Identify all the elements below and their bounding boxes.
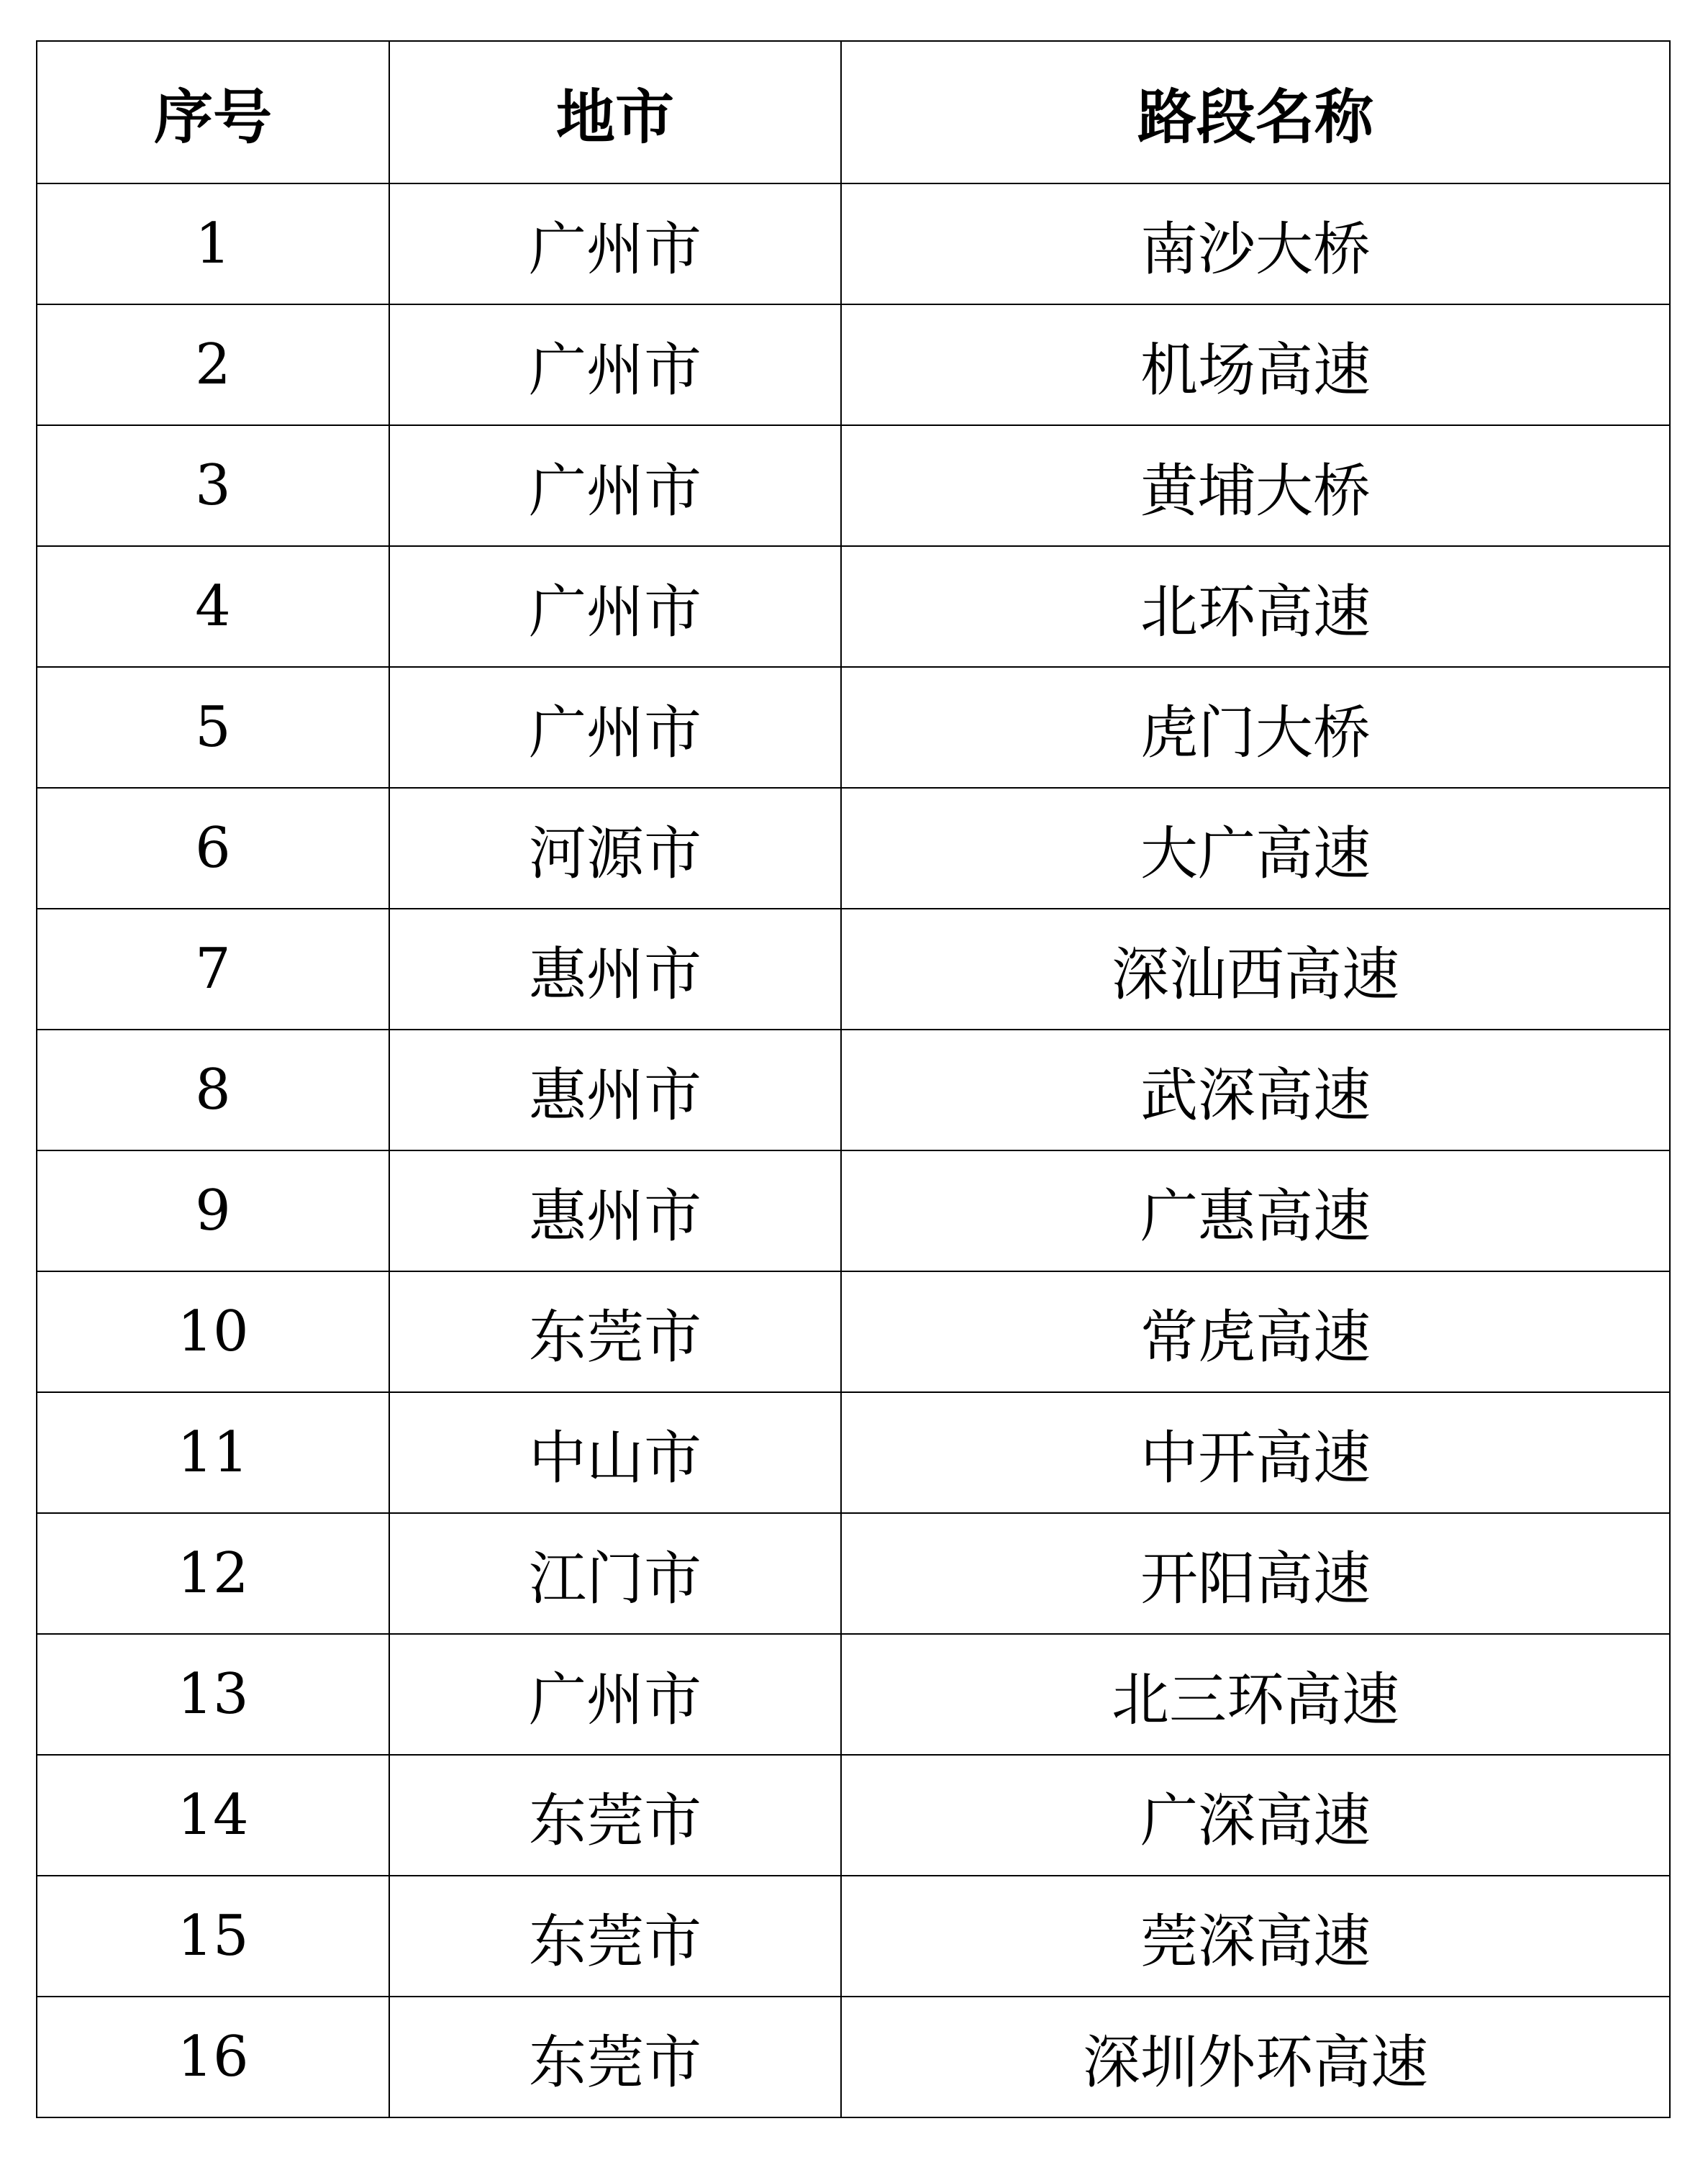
cell-road-name: 深汕西高速	[841, 909, 1670, 1030]
cell-index: 2	[37, 304, 389, 425]
cell-road-name: 开阳高速	[841, 1513, 1670, 1634]
cell-index: 7	[37, 909, 389, 1030]
cell-index: 12	[37, 1513, 389, 1634]
cell-city: 东莞市	[389, 1997, 841, 2117]
cell-road-name: 深圳外环高速	[841, 1997, 1670, 2117]
cell-city: 东莞市	[389, 1271, 841, 1392]
cell-index: 4	[37, 546, 389, 667]
cell-city: 惠州市	[389, 1150, 841, 1271]
cell-city: 江门市	[389, 1513, 841, 1634]
cell-city: 广州市	[389, 425, 841, 546]
table-body	[37, 183, 1670, 2117]
cell-city: 广州市	[389, 304, 841, 425]
cell-road-name: 黄埔大桥	[841, 425, 1670, 546]
road-section-table	[36, 40, 1671, 2118]
cell-city: 东莞市	[389, 1755, 841, 1876]
table-row	[37, 1271, 1670, 1392]
table-row	[37, 304, 1670, 425]
cell-index: 15	[37, 1876, 389, 1997]
table-row	[37, 1755, 1670, 1876]
cell-city: 广州市	[389, 183, 841, 304]
table-row	[37, 667, 1670, 788]
cell-index: 13	[37, 1634, 389, 1755]
cell-index: 1	[37, 183, 389, 304]
table-row	[37, 1030, 1670, 1150]
header-index: 序号	[37, 41, 389, 183]
cell-road-name: 广深高速	[841, 1755, 1670, 1876]
table-row	[37, 183, 1670, 304]
cell-road-name: 武深高速	[841, 1030, 1670, 1150]
cell-city: 广州市	[389, 667, 841, 788]
cell-index: 10	[37, 1271, 389, 1392]
cell-road-name: 北环高速	[841, 546, 1670, 667]
table-row	[37, 546, 1670, 667]
cell-city: 广州市	[389, 546, 841, 667]
cell-index: 14	[37, 1755, 389, 1876]
table-row	[37, 1392, 1670, 1513]
table-row	[37, 909, 1670, 1030]
cell-road-name: 广惠高速	[841, 1150, 1670, 1271]
cell-city: 广州市	[389, 1634, 841, 1755]
cell-city: 东莞市	[389, 1876, 841, 1997]
cell-index: 16	[37, 1997, 389, 2117]
cell-index: 3	[37, 425, 389, 546]
cell-city: 河源市	[389, 788, 841, 909]
cell-road-name: 北三环高速	[841, 1634, 1670, 1755]
cell-index: 11	[37, 1392, 389, 1513]
cell-index: 5	[37, 667, 389, 788]
cell-road-name: 大广高速	[841, 788, 1670, 909]
header-road-name: 路段名称	[841, 41, 1670, 183]
cell-road-name: 常虎高速	[841, 1271, 1670, 1392]
cell-city: 惠州市	[389, 1030, 841, 1150]
cell-index: 8	[37, 1030, 389, 1150]
table-header-row	[37, 41, 1670, 183]
table-row	[37, 1634, 1670, 1755]
cell-road-name: 虎门大桥	[841, 667, 1670, 788]
cell-index: 6	[37, 788, 389, 909]
table-row	[37, 1876, 1670, 1997]
table-row	[37, 425, 1670, 546]
cell-road-name: 机场高速	[841, 304, 1670, 425]
table-row	[37, 788, 1670, 909]
cell-road-name: 中开高速	[841, 1392, 1670, 1513]
cell-city: 中山市	[389, 1392, 841, 1513]
header-city: 地市	[389, 41, 841, 183]
table-row	[37, 1150, 1670, 1271]
table-row	[37, 1513, 1670, 1634]
cell-road-name: 南沙大桥	[841, 183, 1670, 304]
table-row	[37, 1997, 1670, 2117]
cell-city: 惠州市	[389, 909, 841, 1030]
cell-road-name: 莞深高速	[841, 1876, 1670, 1997]
cell-index: 9	[37, 1150, 389, 1271]
